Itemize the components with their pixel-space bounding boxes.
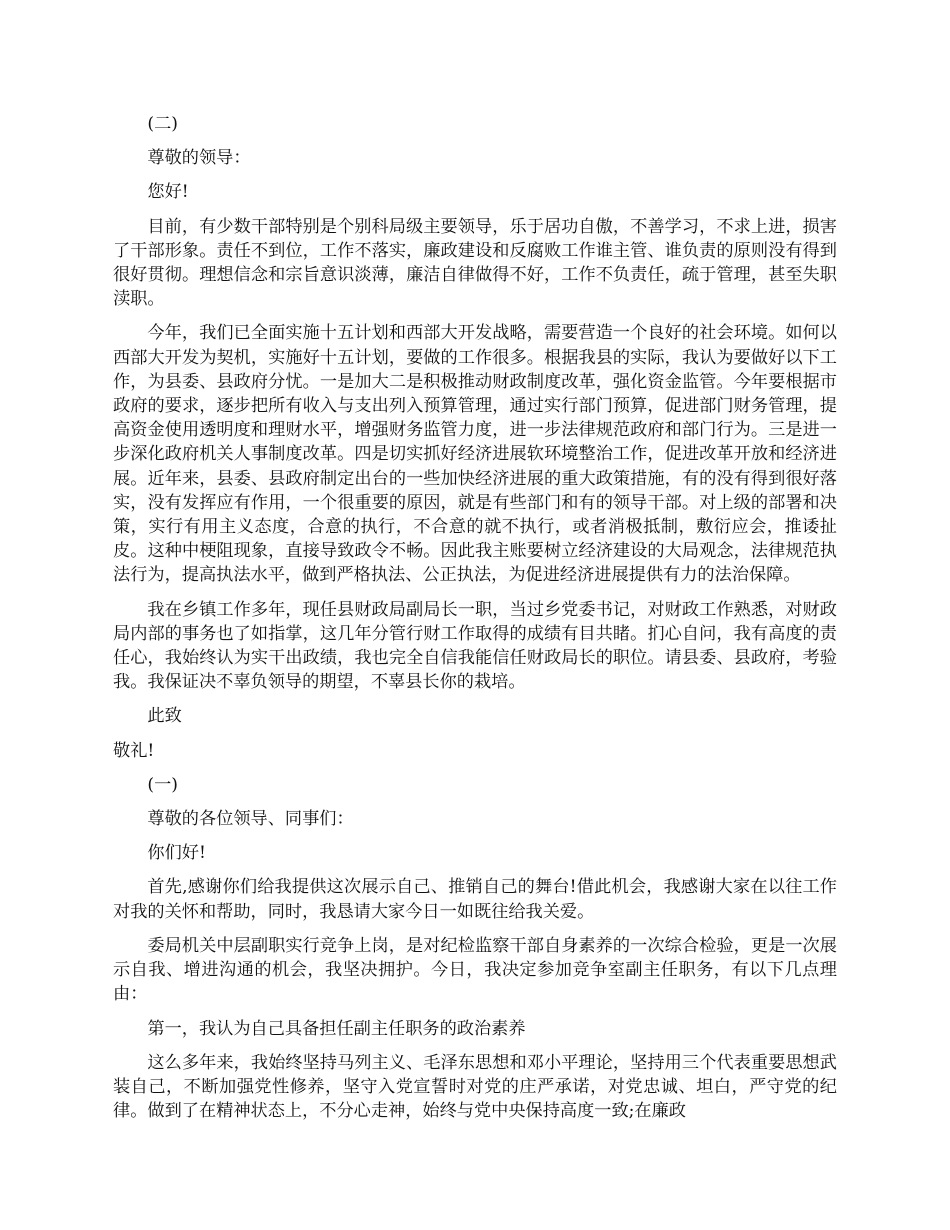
salutation: 尊敬的领导：: [147, 148, 251, 169]
closing-line: 此致: [147, 706, 182, 727]
document-page: [113, 112, 837, 1133]
greeting: 您好!: [147, 182, 189, 203]
body-paragraph: 这么多年来，我始终坚持马列主义、毛泽东思想和邓小平理论，坚持用三个代表重要思想武装自己，不断加强党性修养，坚守入党宣誓时对党的庄严承诺，对党忠诚、坦白，严守党的纪律。做到了在精神状态上，不分心走神，始终与党中央保持高度一致;在廉政: [113, 1052, 837, 1122]
salutation: 尊敬的各位领导、同事们：: [147, 809, 354, 830]
body-paragraph: 我在乡镇工作多年，现任县财政局副局长一职，当过乡党委书记，对财政工作熟悉，对财政局内部的事务也了如指掌，这几年分管行财工作取得的成绩有目共睹。扪心自问，我有高度的责任心，我始终认为实干出政绩，我也完全自信我能信任财政局长的职位。请县委、县政府，考验我。我保证决不辜负领导的期望，不辜县长你的栽培。: [113, 599, 837, 693]
point-heading: 第一，我认为自己具备担任副主任职务的政治素养: [147, 1018, 526, 1039]
body-paragraph: 委局机关中层副职实行竞争上岗，是对纪检监察干部自身素养的一次综合检验，更是一次展示自我、增进沟通的机会，我坚决拥护。今日，我决定参加竞争室副主任职务，有以下几点理由：: [113, 935, 837, 1005]
section-heading-2: (二): [147, 114, 178, 134]
body-paragraph: 首先,感谢你们给我提供这次展示自己、推销自己的舞台!借此机会，我感谢大家在以往工作对我的关怀和帮助，同时，我恳请大家今日一如既往给我关爱。: [113, 877, 837, 922]
greeting: 你们好!: [147, 843, 206, 864]
section-heading-1: (一): [147, 774, 178, 795]
body-paragraph: 目前，有少数干部特别是个别科局级主要领导，乐于居功自傲，不善学习，不求上进，损害了干部形象。责任不到位，工作不落实，廉政建设和反腐败工作谁主管、谁负责的原则没有得到很好贯彻。理想信念和宗旨意识淡薄，廉洁自律做得不好，工作不负责任，疏于管理，甚至失职渎职。: [113, 216, 837, 310]
closing-regards: 敬礼!: [113, 740, 155, 761]
body-paragraph: 今年，我们已全面实施十五计划和西部大开发战略，需要营造一个良好的社会环境。如何以西部大开发为契机，实施好十五计划，要做的工作很多。根据我县的实际，我认为要做好以下工作，为县委、县政府分忧。一是加大二是积极推动财政制度改革，强化资金监管。今年要根据市政府的要求，逐步把所有收入与支出列入预算管理，通过实行部门预算，促进部门财务管理，提高资金使用透明度和理财水平，增强财务监管力度，进一步法律规范政府和部门行为。三是进一步深化政府机关人事制度改革。四是切实抓好经济进展软环境整治工作，促进改革开放和经济进展。近年来，县委、县政府制定出台的一些加快经济进展的重大政策措施，有的没有得到很好落实，没有发挥应有作用，一个很重要的原因，就是有些部门和有的领导干部。对上级的部署和决策，实行有用主义态度，合意的执行，不合意的就不执行，或者消极抵制，敷衍应会，推诿扯皮。这种中梗阻现象，直接导致政令不畅。因此我主账要树立经济建设的大局观念，法律规范执法行为，提高执法水平，做到严格执法、公正执法，为促进经济进展提供有力的法治保障。: [113, 323, 837, 586]
